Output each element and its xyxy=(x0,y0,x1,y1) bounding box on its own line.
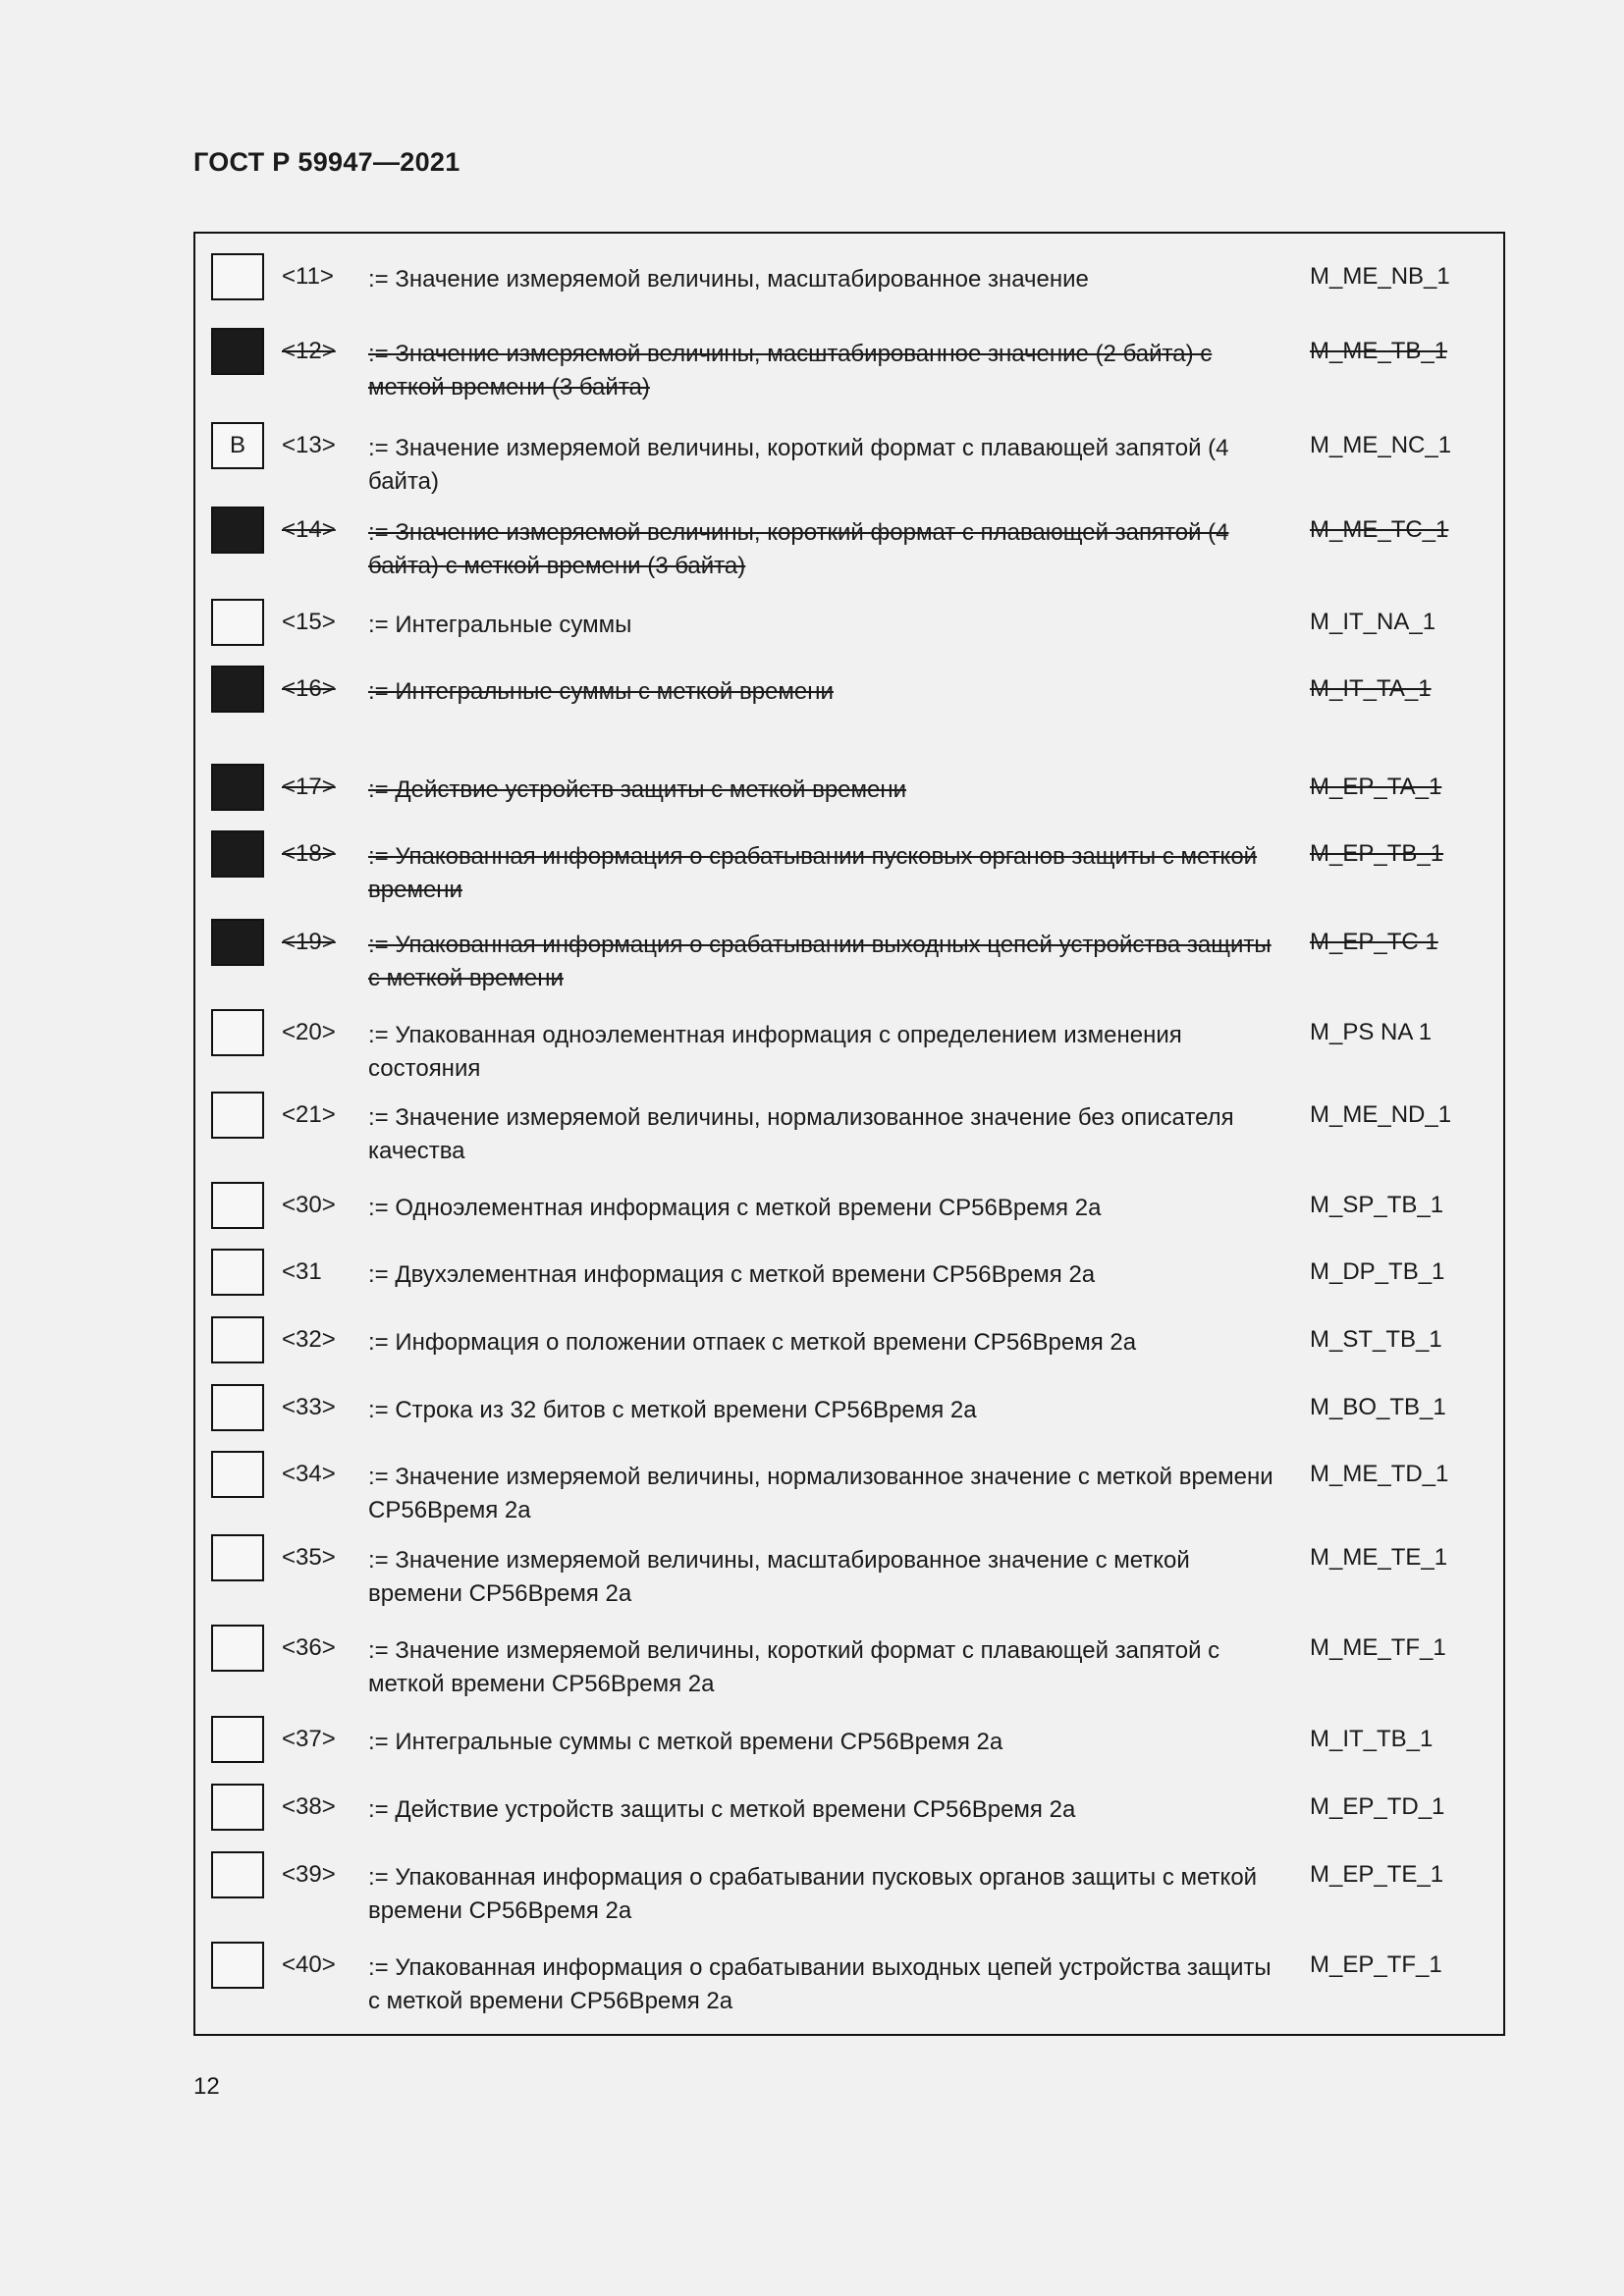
type-code: <30> xyxy=(282,1192,336,1218)
type-code: <36> xyxy=(282,1634,336,1661)
checkbox[interactable] xyxy=(211,1249,264,1296)
type-mnemonic: M_EP_TE_1 xyxy=(1310,1861,1444,1888)
type-description: := Упакованная одноэлементная информация с определением изменения состояния xyxy=(368,1022,1182,1082)
checkbox[interactable] xyxy=(211,1625,264,1672)
type-mnemonic: M_ME_ND_1 xyxy=(1310,1101,1452,1128)
type-description: := Действие устройств защиты с меткой времени СР56Время 2а xyxy=(368,1796,1076,1823)
type-mnemonic: M_ME_NC_1 xyxy=(1310,432,1452,458)
checkbox[interactable] xyxy=(211,1182,264,1229)
checkbox[interactable] xyxy=(211,1316,264,1363)
type-mnemonic: M_ME_NB_1 xyxy=(1310,263,1450,290)
type-description: := Значение измеряемой величины, нормализованное значение без описателя качества xyxy=(368,1104,1234,1164)
type-description: := Информация о положении отпаек с меткой времени СР56Время 2а xyxy=(368,1329,1137,1356)
type-mnemonic: M_ME_TB_1 xyxy=(1310,338,1448,364)
type-code: <39> xyxy=(282,1861,336,1888)
type-description: := Интегральные суммы с меткой времени СР56Время 2а xyxy=(368,1729,1003,1755)
type-description: := Одноэлементная информация с меткой времени СР56Время 2а xyxy=(368,1195,1102,1221)
checkbox[interactable] xyxy=(211,1716,264,1763)
filled-checkbox[interactable] xyxy=(211,666,264,713)
checkbox[interactable] xyxy=(211,1009,264,1056)
checkbox[interactable] xyxy=(211,1534,264,1581)
type-code: <12> xyxy=(282,338,336,364)
checkbox[interactable]: В xyxy=(211,422,264,469)
type-code: <37> xyxy=(282,1726,336,1752)
type-code: <34> xyxy=(282,1461,336,1487)
filled-checkbox[interactable] xyxy=(211,830,264,878)
type-description: := Значение измеряемой величины, нормализованное значение с меткой времени СР56Время 2а xyxy=(368,1464,1273,1523)
type-description: := Значение измеряемой величины, короткий формат с плавающей запятой (4 байта) с меткой времени (3 байта) xyxy=(368,519,1229,579)
type-mnemonic: M_ME_TD_1 xyxy=(1310,1461,1449,1487)
type-description: := Упакованная информация о срабатывании пусковых органов защиты с меткой времени СР56Время 2а xyxy=(368,1864,1258,1924)
type-description: := Значение измеряемой величины, короткий формат с плавающей запятой (4 байта) xyxy=(368,435,1229,495)
type-description: := Упакованная информация о срабатывании выходных цепей устройства защиты с меткой времени СР56Время 2а xyxy=(368,1954,1272,2014)
type-mnemonic: M_ME_TC_1 xyxy=(1310,516,1449,543)
type-code: <14> xyxy=(282,516,336,543)
type-mnemonic: M_BO_TB_1 xyxy=(1310,1394,1446,1420)
type-code: <38> xyxy=(282,1793,336,1820)
type-code: <35> xyxy=(282,1544,336,1571)
type-code: <13> xyxy=(282,432,336,458)
type-code: <19> xyxy=(282,929,336,955)
checkbox[interactable] xyxy=(211,1092,264,1139)
type-code: <21> xyxy=(282,1101,336,1128)
checkbox[interactable] xyxy=(211,1384,264,1431)
filled-checkbox[interactable] xyxy=(211,328,264,375)
type-mnemonic: M_PS NA 1 xyxy=(1310,1019,1433,1045)
type-mnemonic: M_DP_TB_1 xyxy=(1310,1258,1445,1285)
type-mnemonic: M_EP_TB_1 xyxy=(1310,840,1444,867)
type-mnemonic: M_EP_TA_1 xyxy=(1310,774,1442,800)
type-description: := Значение измеряемой величины, масштабированное значение xyxy=(368,266,1089,293)
type-code: <31 xyxy=(282,1258,322,1285)
type-description: := Значение измеряемой величины, масштабированное значение с меткой времени СР56Время 2а xyxy=(368,1547,1190,1607)
filled-checkbox[interactable] xyxy=(211,764,264,811)
type-mnemonic: M_IT_TB_1 xyxy=(1310,1726,1434,1752)
type-description: := Значение измеряемой величины, короткий формат с плавающей запятой с меткой времени СР56Время 2а xyxy=(368,1637,1220,1697)
filled-checkbox[interactable] xyxy=(211,507,264,554)
type-mnemonic: M_ST_TB_1 xyxy=(1310,1326,1442,1353)
checkbox[interactable] xyxy=(211,1851,264,1898)
type-code: <40> xyxy=(282,1951,336,1978)
type-mnemonic: M_EP_TF_1 xyxy=(1310,1951,1442,1978)
type-code: <17> xyxy=(282,774,336,800)
type-code: <16> xyxy=(282,675,336,702)
type-description: := Значение измеряемой величины, масштабированное значение (2 байта) с меткой времени (3 байта) xyxy=(368,341,1213,400)
type-code: <20> xyxy=(282,1019,336,1045)
type-code: <33> xyxy=(282,1394,336,1420)
type-description: := Строка из 32 битов с меткой времени СР56Время 2а xyxy=(368,1397,977,1423)
type-code: <32> xyxy=(282,1326,336,1353)
type-mnemonic: M_EP_TC 1 xyxy=(1310,929,1438,955)
type-mnemonic: M_ME_TF_1 xyxy=(1310,1634,1446,1661)
type-description: := Действие устройств защиты с меткой времени xyxy=(368,776,907,803)
filled-checkbox[interactable] xyxy=(211,919,264,966)
checkbox[interactable] xyxy=(211,1784,264,1831)
type-description: := Двухэлементная информация с меткой времени СР56Время 2а xyxy=(368,1261,1096,1288)
type-mnemonic: M_IT_NA_1 xyxy=(1310,609,1436,635)
checkbox[interactable] xyxy=(211,1451,264,1498)
type-code: <15> xyxy=(282,609,336,635)
document-header: ГОСТ Р 59947—2021 xyxy=(193,147,460,177)
type-mnemonic: M_IT_TA_1 xyxy=(1310,675,1432,702)
type-description: := Интегральные суммы с меткой времени xyxy=(368,678,834,705)
checkbox[interactable] xyxy=(211,599,264,646)
type-selection-table xyxy=(193,232,1505,2036)
type-mnemonic: M_EP_TD_1 xyxy=(1310,1793,1445,1820)
type-description: := Интегральные суммы xyxy=(368,612,632,638)
page-number: 12 xyxy=(193,2073,220,2100)
type-code: <11> xyxy=(282,263,334,290)
type-mnemonic: M_ME_TE_1 xyxy=(1310,1544,1448,1571)
type-code: <18> xyxy=(282,840,336,867)
checkbox[interactable] xyxy=(211,253,264,300)
checkbox[interactable] xyxy=(211,1942,264,1989)
type-description: := Упакованная информация о срабатывании пусковых органов защиты с меткой времени xyxy=(368,843,1258,903)
type-mnemonic: M_SP_TB_1 xyxy=(1310,1192,1444,1218)
type-description: := Упакованная информация о срабатывании выходных цепей устройства защиты с меткой времени xyxy=(368,932,1272,991)
